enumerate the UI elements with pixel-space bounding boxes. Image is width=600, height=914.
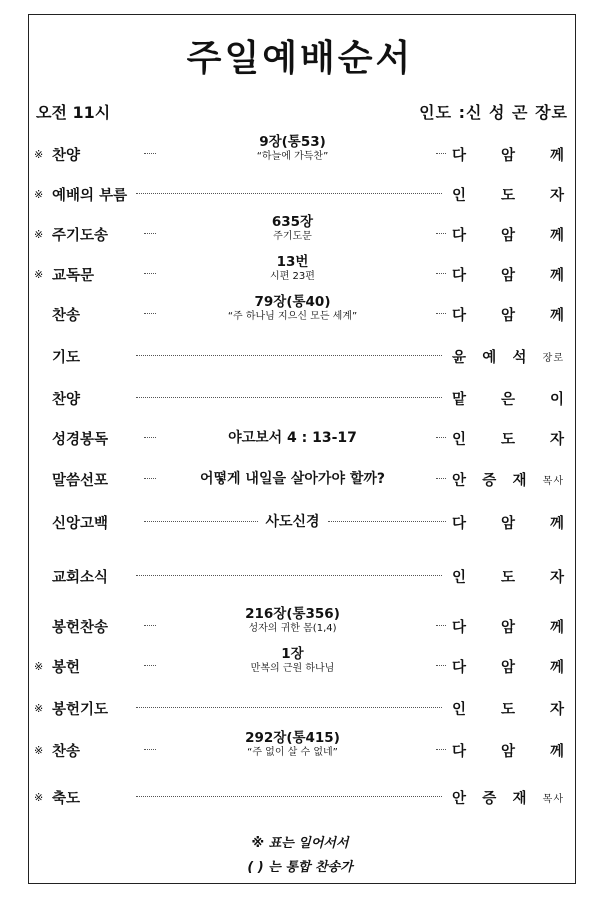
leader-char: 다	[452, 307, 467, 324]
leader-char: 암	[500, 227, 515, 244]
item-leader	[452, 512, 564, 532]
hymn-number: 13번	[276, 254, 309, 270]
item-detail	[150, 646, 435, 675]
leader-char: 다	[452, 147, 467, 164]
service-item	[0, 214, 600, 244]
item-leader	[452, 656, 564, 676]
leader-char: 재	[512, 790, 527, 807]
service-item	[0, 254, 600, 284]
leader-char: 인	[452, 431, 467, 448]
leader-char: 도	[500, 187, 515, 204]
leader-char: 재	[512, 472, 527, 489]
hymn-title: 성자의 귀한 몸(1,4)	[248, 623, 337, 634]
leader-char: 다	[452, 227, 467, 244]
item-detail	[150, 254, 435, 283]
leader-char: 자	[549, 431, 564, 448]
leader-char: 다	[452, 619, 467, 636]
item-detail	[150, 294, 435, 323]
hymn-number: 1장	[281, 646, 304, 662]
item-detail	[150, 512, 435, 532]
item-label: 교회소식	[52, 569, 109, 586]
item-label: 찬송	[52, 307, 81, 324]
item-content: 야고보서 4 : 13-17	[228, 430, 357, 446]
service-item	[0, 294, 600, 324]
leader-char: 께	[549, 227, 564, 244]
leader-char: 증	[482, 790, 497, 807]
item-detail	[150, 134, 435, 163]
item-label: 성경봉독	[52, 431, 109, 448]
item-leader	[452, 740, 564, 760]
service-item	[0, 512, 600, 532]
item-label: 말씀선포	[52, 472, 109, 489]
item-label: 신앙고백	[52, 515, 109, 532]
leader-char: 암	[500, 515, 515, 532]
service-leader: 인도 :신 성 곤 장로	[419, 103, 568, 122]
footer-note-hymnal: ( ) 는 통합 찬송가	[247, 860, 353, 875]
hymn-title: “주 없이 살 수 없네”	[247, 747, 338, 758]
leader-char: 은	[500, 391, 515, 408]
dot-leader	[436, 625, 446, 626]
dot-leader	[436, 478, 446, 479]
hymn-number: 79장(통40)	[254, 294, 331, 310]
dot-leader	[144, 437, 156, 438]
service-item	[0, 184, 600, 204]
dot-leader	[144, 625, 156, 626]
service-item	[0, 388, 600, 408]
leader-char: 암	[500, 267, 515, 284]
hymn-title: 만복의 근원 하나님	[250, 663, 335, 674]
standing-mark: ※	[34, 791, 44, 804]
leader-char: 께	[549, 307, 564, 324]
dot-leader	[328, 521, 447, 522]
leader-char: 인	[452, 187, 467, 204]
leader-char: 자	[549, 187, 564, 204]
leader-char: 께	[549, 743, 564, 760]
dot-leader	[144, 233, 156, 234]
leader-title: 목사	[542, 475, 564, 487]
item-label: 봉헌찬송	[52, 619, 109, 636]
hymn-number: 9장(통53)	[259, 134, 326, 150]
leader-char: 암	[500, 659, 515, 676]
hymn-title: “주 하나님 지으신 모든 세계”	[227, 311, 358, 322]
service-item	[0, 606, 600, 636]
item-content: 어떻게 내일을 살아가야 할까?	[199, 471, 386, 487]
leader-char: 암	[500, 147, 515, 164]
footer-note-standing: ※ 표는 일어서서	[251, 836, 349, 851]
item-label: 교독문	[52, 267, 95, 284]
service-item	[0, 566, 600, 586]
standing-mark: ※	[34, 702, 44, 715]
dot-leader	[436, 437, 446, 438]
leader-char: 암	[500, 743, 515, 760]
hymn-number: 216장(통356)	[245, 606, 340, 622]
leader-char: 도	[500, 701, 515, 718]
leader-char: 예	[482, 349, 497, 366]
leader-char: 다	[452, 659, 467, 676]
leader-char: 윤	[452, 349, 467, 366]
dot-leader	[136, 355, 442, 356]
dot-leader	[436, 665, 446, 666]
item-leader	[452, 346, 564, 366]
standing-mark: ※	[34, 228, 44, 241]
service-item	[0, 698, 600, 718]
service-item	[0, 346, 600, 366]
dot-leader	[144, 665, 156, 666]
dot-leader	[436, 749, 446, 750]
dot-leader	[136, 193, 442, 194]
leader-char: 안	[452, 790, 467, 807]
item-leader	[452, 787, 564, 807]
dot-leader	[144, 478, 156, 479]
item-leader	[452, 388, 564, 408]
leader-char: 께	[549, 515, 564, 532]
leader-char: 암	[500, 307, 515, 324]
item-leader	[452, 144, 564, 164]
dot-leader	[136, 707, 442, 708]
leader-char: 이	[549, 391, 564, 408]
item-leader	[452, 304, 564, 324]
item-leader	[452, 698, 564, 718]
hymn-title: 주기도문	[273, 231, 312, 242]
item-leader	[452, 264, 564, 284]
item-detail	[150, 730, 435, 759]
dot-leader	[144, 521, 258, 522]
service-item	[0, 646, 600, 676]
item-label: 예배의 부름	[52, 187, 128, 204]
dot-leader	[136, 796, 442, 797]
item-label: 주기도송	[52, 227, 109, 244]
standing-mark: ※	[34, 268, 44, 281]
dot-leader	[436, 313, 446, 314]
leader-char: 인	[452, 701, 467, 718]
item-detail	[150, 428, 435, 448]
dot-leader	[144, 313, 156, 314]
leader-char: 석	[512, 349, 527, 366]
hymn-title: “하늘에 가득찬”	[256, 151, 329, 162]
leader-title: 목사	[542, 793, 564, 805]
dot-leader	[436, 273, 446, 274]
standing-mark: ※	[34, 188, 44, 201]
leader-char: 맡	[452, 391, 467, 408]
service-item	[0, 730, 600, 760]
leader-char: 다	[452, 515, 467, 532]
leader-char: 도	[500, 569, 515, 586]
standing-mark: ※	[34, 744, 44, 757]
item-label: 기도	[52, 349, 81, 366]
item-detail	[150, 469, 435, 489]
service-item	[0, 469, 600, 489]
item-label: 축도	[52, 790, 81, 807]
dot-leader	[136, 575, 442, 576]
page-title: 주일예배순서	[186, 38, 414, 79]
hymn-title: 시편 23편	[270, 271, 315, 282]
item-detail	[150, 214, 435, 243]
standing-mark: ※	[34, 660, 44, 673]
dot-leader	[436, 233, 446, 234]
leader-char: 께	[549, 659, 564, 676]
dot-leader	[144, 153, 156, 154]
item-leader	[452, 616, 564, 636]
leader-char: 께	[549, 147, 564, 164]
dot-leader	[136, 397, 442, 398]
item-label: 찬양	[52, 391, 81, 408]
item-leader	[452, 184, 564, 204]
item-label: 봉헌기도	[52, 701, 109, 718]
hymn-number: 292장(통415)	[245, 730, 340, 746]
leader-char: 안	[452, 472, 467, 489]
item-label: 봉헌	[52, 659, 81, 676]
dot-leader	[144, 273, 156, 274]
item-label: 찬송	[52, 743, 81, 760]
leader-char: 께	[549, 267, 564, 284]
leader-char: 인	[452, 569, 467, 586]
leader-char: 께	[549, 619, 564, 636]
item-label: 찬양	[52, 147, 81, 164]
hymn-number: 635장	[271, 214, 314, 230]
leader-char: 다	[452, 743, 467, 760]
service-time: 오전 11시	[36, 103, 111, 122]
item-leader	[452, 469, 564, 489]
item-leader	[452, 428, 564, 448]
dot-leader	[144, 749, 156, 750]
item-content: 사도신경	[265, 514, 320, 530]
leader-char: 자	[549, 569, 564, 586]
leader-char: 증	[482, 472, 497, 489]
service-item	[0, 134, 600, 164]
service-item	[0, 787, 600, 807]
leader-char: 도	[500, 431, 515, 448]
leader-char: 다	[452, 267, 467, 284]
leader-char: 자	[549, 701, 564, 718]
item-detail	[150, 606, 435, 635]
item-leader	[452, 224, 564, 244]
service-item	[0, 428, 600, 448]
leader-title: 장로	[542, 352, 564, 364]
dot-leader	[436, 153, 446, 154]
item-leader	[452, 566, 564, 586]
standing-mark: ※	[34, 148, 44, 161]
leader-char: 암	[500, 619, 515, 636]
